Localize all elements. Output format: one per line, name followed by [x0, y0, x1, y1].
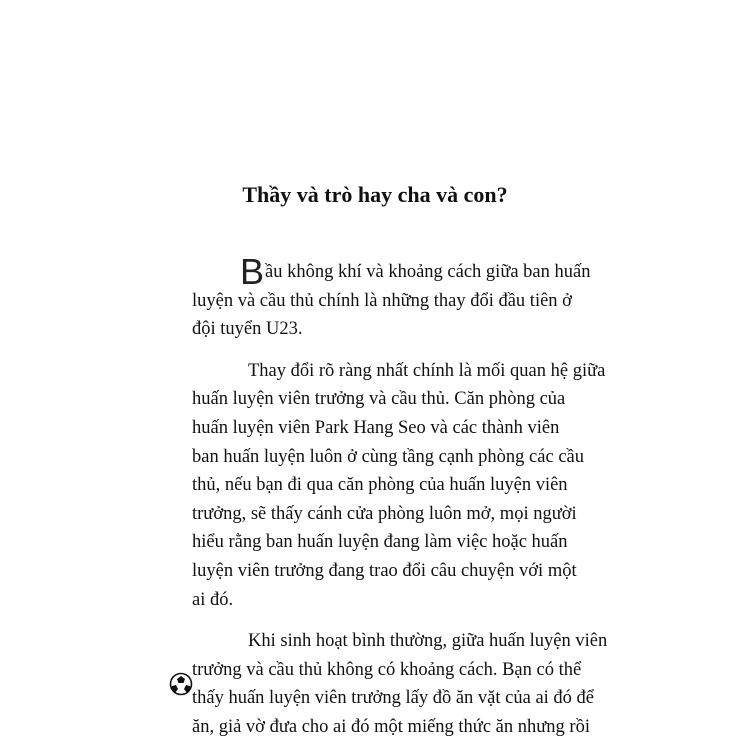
- text-line-content: ban huấn luyện luôn ở cùng tầng cạnh phòng các cầu: [192, 446, 584, 467]
- text-line: [192, 471, 568, 500]
- text-line-content: ầu không khí và khoảng cách giữa ban huấn: [265, 262, 591, 282]
- text-line: [192, 656, 582, 685]
- text-line-content: trưởng, sẽ thấy cánh cửa phòng luôn mở, mọi người: [192, 503, 577, 524]
- text-line: [192, 500, 577, 529]
- text-line: [192, 557, 577, 586]
- text-line-content: huấn luyện viên trưởng và cầu thủ. Căn phòng của: [192, 389, 566, 410]
- text-line: [192, 414, 560, 443]
- drop-cap: B: [240, 251, 265, 292]
- text-line-content: huấn luyện viên Park Hang Seo và các thành viên: [192, 417, 560, 438]
- text-line-content: hiểu rằng ban huấn luyện đang làm việc hoặc huấn: [192, 532, 568, 553]
- text-line: [192, 713, 590, 742]
- soccer-ball-ornament-icon: [168, 672, 194, 696]
- body-text: [192, 251, 608, 742]
- text-line: [192, 385, 566, 414]
- text-line-content: đội tuyển U23.: [192, 319, 303, 340]
- text-line-content: Khi sinh hoạt bình thường, giữa huấn luyện viên: [248, 631, 608, 652]
- text-line-content: luyện và cầu thủ chính là những thay đổi đầu tiên ở: [192, 290, 572, 311]
- text-line: [192, 251, 591, 292]
- chapter-title: Thầy và trò hay cha và con?: [242, 182, 508, 207]
- text-line: [192, 287, 572, 316]
- text-line: [192, 528, 568, 557]
- text-line: [192, 315, 556, 344]
- text-line-content: ai đó.: [192, 589, 234, 610]
- text-line: [192, 684, 595, 713]
- text-line-content: ăn, giả vờ đưa cho ai đó một miếng thức ăn nhưng rồi: [192, 716, 590, 737]
- text-line-content: thấy huấn luyện viên trưởng lấy đồ ăn vặt của ai đó để: [192, 688, 595, 709]
- text-line: [192, 586, 556, 615]
- text-line-content: thủ, nếu bạn đi qua căn phòng của huấn luyện viên: [192, 475, 568, 496]
- text-line-content: luyện viên trưởng đang trao đổi câu chuyện với một: [192, 560, 577, 581]
- text-line-content: Thay đổi rõ ràng nhất chính là mối quan hệ giữa: [248, 360, 606, 381]
- text-line: [192, 443, 584, 472]
- text-line-content: trưởng và cầu thủ không có khoảng cách. Bạn có thể: [192, 659, 582, 680]
- text-line: [192, 357, 606, 386]
- text-line: [192, 627, 608, 656]
